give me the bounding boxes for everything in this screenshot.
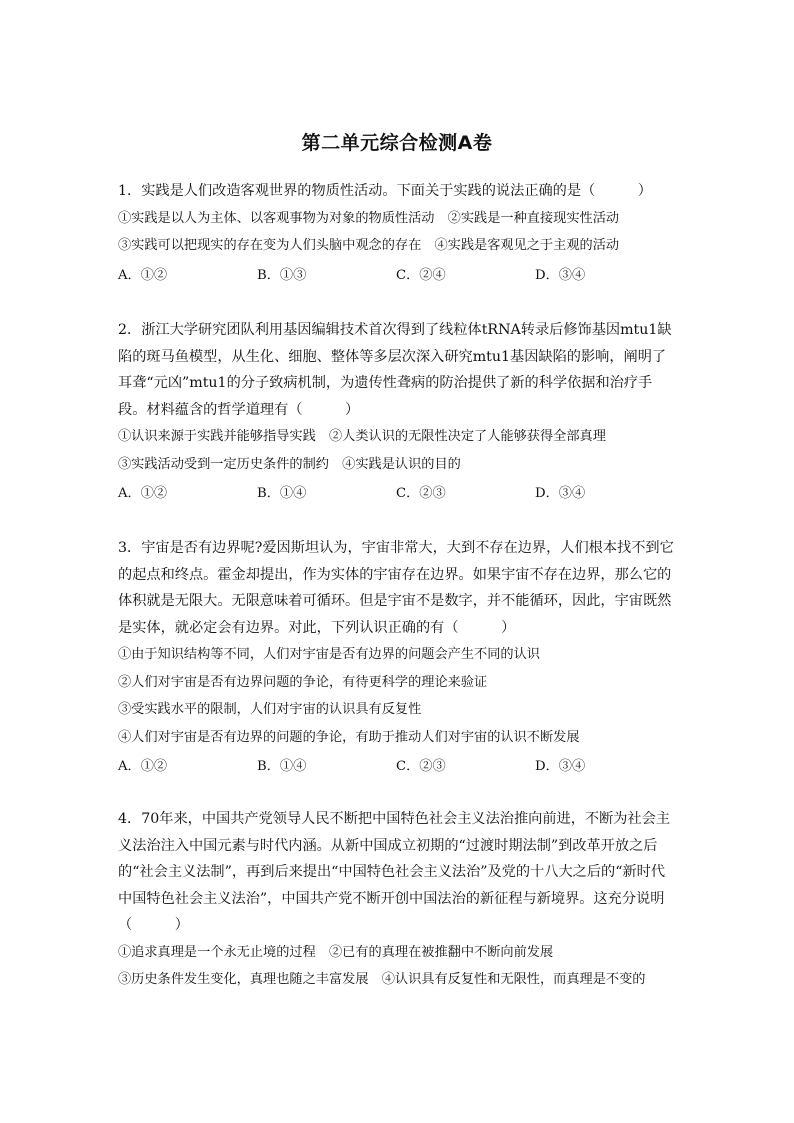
- question-stem: 2．浙江大学研究团队利用基因编辑技术首次得到了线粒体tRNA转录后修饰基因mtu1缺陷的斑马鱼模型，从生化、细胞、整体等多层次深入研究mtu1基因缺陷的影响，阐明了耳聋“元凶”mtu1的分子致病机制，为遗传性聋病的防治提供了新的科学依据和治疗手段。材料蕴含的哲学道理有（ ）: [118, 322, 672, 418]
- choice-a: A．①②: [118, 267, 168, 283]
- question-stem: 4．70年来，中国共产党领导人民不断把中国特色社会主义法治推向前进，不断为社会主义法治注入中国元素与时代内涵。从新中国成立初期的“过渡时期法制”到改革开放之后的“社会主义法制”，再到后来提出“中国特色社会主义法治”及党的十八大之后的“新时代中国特色社会主义法治”，中国共产党不断开创中国法治的新征程与新境界。这充分说明（ ）: [118, 811, 671, 933]
- statement-line: ①由于知识结构等不同，人们对宇宙是否有边界的问题会产生不同的认识: [118, 647, 540, 662]
- statement-line: ③受实践水平的限制，人们对宇宙的认识具有反复性: [118, 702, 422, 717]
- choice-a: A．①②: [118, 486, 168, 501]
- choice-c: C．②③: [396, 486, 446, 501]
- statement-line: ③历史条件发生变化，真理也随之丰富发展 ④认识具有反复性和无限性，而真理是不变的: [118, 972, 646, 987]
- statement-line: ①实践是以人为主体、以客观事物为对象的物质性活动 ②实践是一种直接现实性活动: [118, 210, 620, 226]
- choice-c: C．②③: [396, 759, 446, 774]
- choice-d: D．③④: [535, 267, 586, 283]
- question-1: [118, 178, 678, 287]
- choice-b: B．①③: [257, 267, 307, 283]
- choice-b: B．①④: [257, 759, 307, 774]
- choice-b: B．①④: [257, 486, 307, 501]
- statement-line: ③实践活动受到一定历史条件的制约 ④实践是认识的目的: [118, 456, 461, 472]
- question-3: [118, 535, 678, 778]
- question-stem: 1．实践是人们改造客观世界的物质性活动。下面关于实践的说法正确的是（ ）: [118, 183, 652, 199]
- choice-d: D．③④: [535, 486, 586, 501]
- answer-choices: [118, 478, 678, 505]
- choice-c: C．②④: [396, 267, 446, 283]
- choice-a: A．①②: [118, 759, 168, 774]
- question-2: [118, 317, 678, 505]
- question-stem: 3．宇宙是否有边界呢?爱因斯坦认为，宇宙非常大，大到不存在边界，人们根本找不到它的起点和终点。霍金却提出，作为实体的宇宙存在边界。如果宇宙不存在边界，那么它的体积就是无限大。无限意味着可循环。但是宇宙不是数字，并不能循环，因此，宇宙既然是实体，就必定会有边界。对此，下列认识正确的有（ ）: [118, 540, 674, 636]
- page-title: 第二单元综合检测A卷: [301, 132, 493, 154]
- statement-line: ③实践可以把现实的存在变为人们头脑中观念的存在 ④实践是客观见之于主观的活动: [118, 238, 620, 253]
- answer-choices: [118, 751, 678, 778]
- statement-line: ②人们对宇宙是否有边界问题的争论，有待更科学的理论来验证: [118, 674, 488, 690]
- choice-d: D．③④: [535, 759, 586, 774]
- statement-line: ①追求真理是一个永无止境的过程 ②已有的真理在被推翻中不断向前发展: [118, 944, 554, 960]
- answer-choices: [118, 260, 678, 287]
- statement-line: ①认识来源于实践并能够指导实践 ②人类认识的无限性决定了人能够获得全部真理: [118, 429, 606, 444]
- question-4: [118, 806, 678, 994]
- statement-line: ④人们对宇宙是否有边界的问题的争论，有助于推动人们对宇宙的认识不断发展: [118, 729, 580, 745]
